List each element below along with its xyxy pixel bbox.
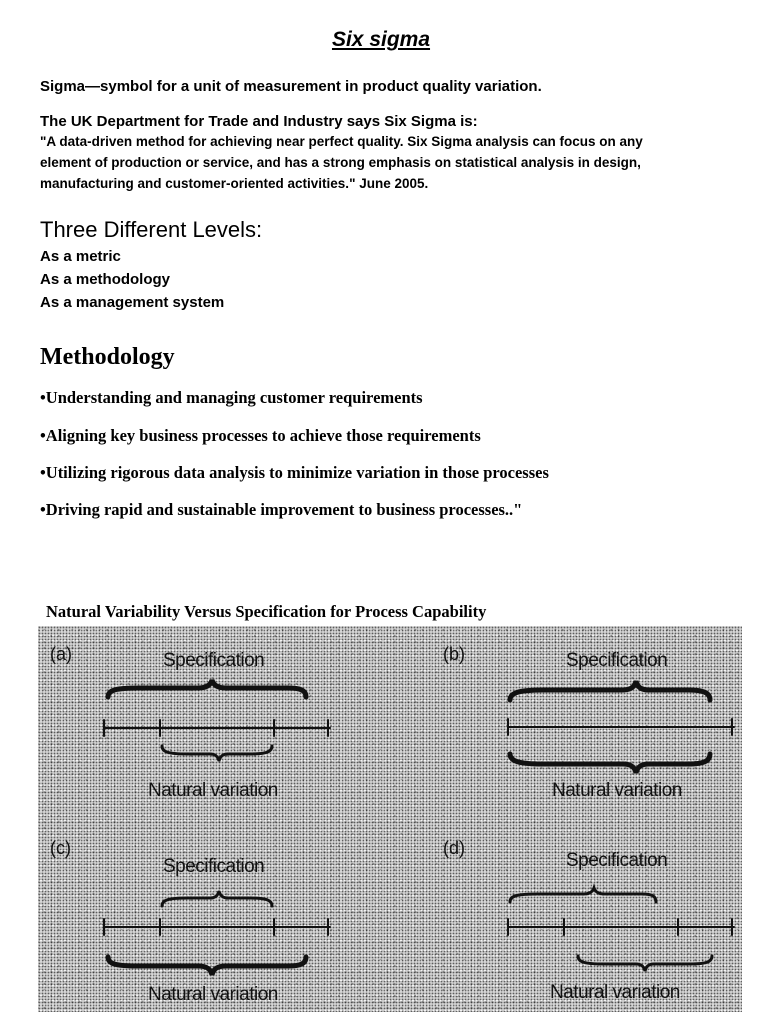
sigma-definition: Sigma—symbol for a unit of measurement in product quality variation. [40,78,542,95]
methodology-bullet-4: •Driving rapid and sustainable improvement to business processes.." [40,500,523,519]
page-title: Six sigma [331,28,431,51]
panel-d-letter: (d) [443,838,465,858]
panel-d-natural-brace [578,956,712,971]
panel-a-natural-label: Natural variation [148,780,278,801]
uk-dti-lead: The UK Department for Trade and Industry says Six Sigma is: [40,113,478,130]
quote-line-3: manufacturing and customer-oriented activities." June 2005. [40,176,429,191]
panel-c-spec-label: Specification [163,856,265,877]
process-capability-diagram [38,626,742,1012]
panel-b-natural-label: Natural variation [552,780,682,801]
panel-b [443,644,734,801]
panel-c-natural-label: Natural variation [148,984,278,1005]
panel-d [443,838,734,1003]
methodology-bullet-3: •Utilizing rigorous data analysis to minimize variation in those processes [40,463,549,482]
panel-a-natural-brace [162,746,272,761]
methodology-bullet-1: •Understanding and managing customer requirements [40,388,423,407]
panel-d-natural-label: Natural variation [550,982,680,1003]
levels-heading [40,217,262,243]
panel-a-spec-brace [108,680,306,697]
panel-a-letter: (a) [50,644,72,664]
panel-d-spec-label: Specification [566,850,668,871]
panel-b-letter: (b) [443,644,465,664]
process-capability-figure [38,626,742,1012]
panel-c-spec-brace [162,891,272,906]
quote-line-2: element of production or service, and has a strong emphasis on statistical analysis in design, [40,155,641,170]
level-item-metric: As a metric [40,248,121,265]
panel-c-letter: (c) [50,838,71,858]
panel-a [50,644,330,801]
levels-heading-text: Three Different Levels [40,217,257,242]
levels-heading-colon: : [256,217,263,242]
methodology-heading: Methodology [40,344,175,370]
level-item-management-system: As a management system [40,294,225,311]
panel-c [50,838,330,1005]
level-item-methodology: As a methodology [40,271,171,288]
quote-line-1: "A data-driven method for achieving near perfect quality. Six Sigma analysis can focus on any [40,134,643,149]
figure-title: Natural Variability Versus Specification for Process Capability [46,602,487,621]
panel-b-natural-brace [510,754,710,773]
panel-a-spec-label: Specification [163,650,265,671]
panel-b-spec-brace [510,681,710,700]
panel-b-spec-label: Specification [566,650,668,671]
methodology-bullet-2: •Aligning key business processes to achieve those requirements [40,426,481,445]
panel-d-spec-brace [510,888,656,902]
panel-c-natural-brace [108,957,306,975]
